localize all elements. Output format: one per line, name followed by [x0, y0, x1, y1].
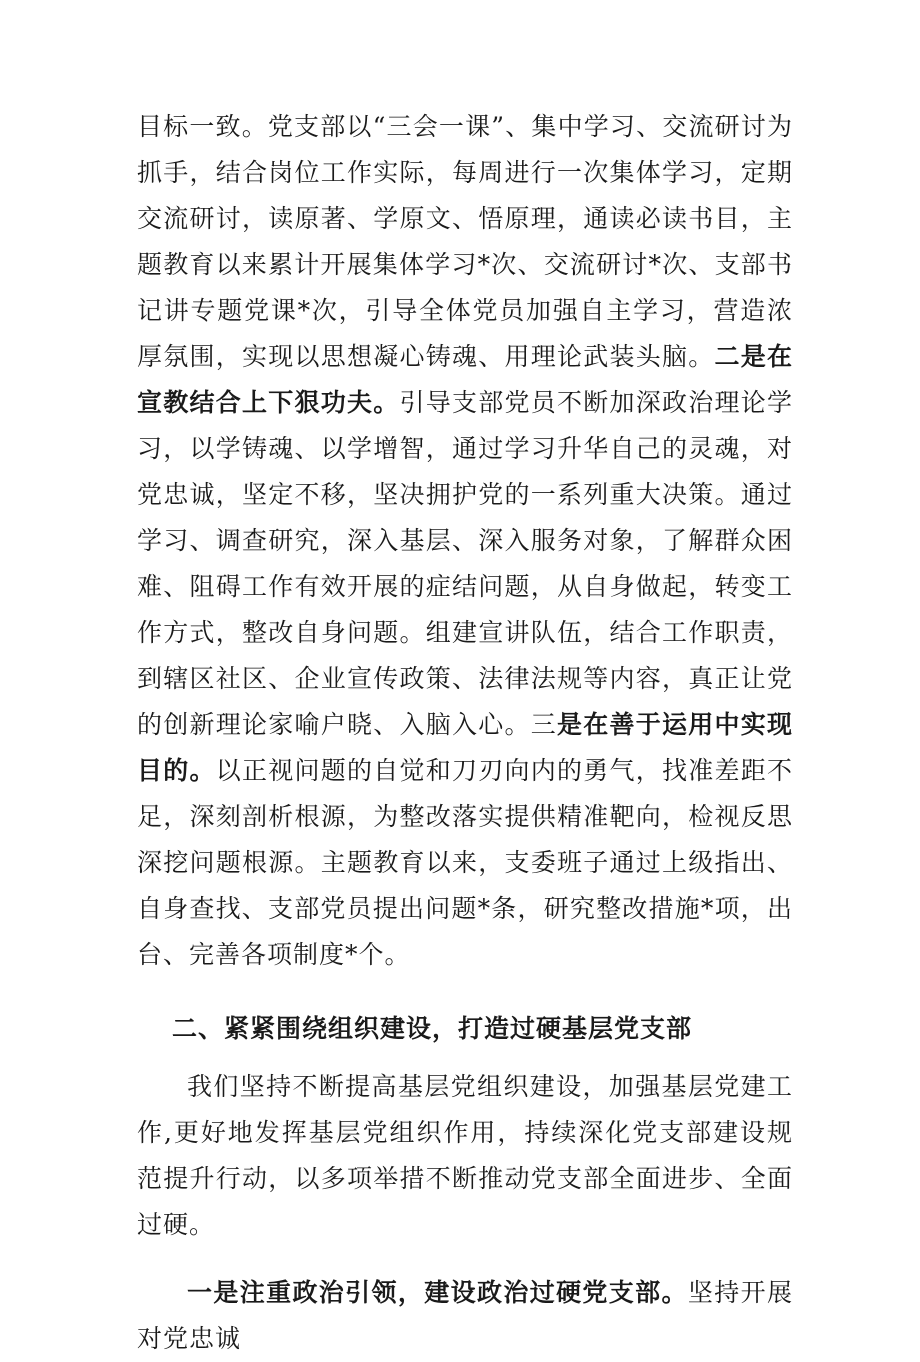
bold-lead-phrase: 一是注重政治引领，建设政治过硬党支部。: [187, 1278, 688, 1307]
paragraph-text: 引导支部党员不断加深政治理论学习，以学铸魂、以学增智，通过学习升华自己的灵魂，对党忠诚，坚定不移，坚决拥护党的一系列重大决策。通过学习、调查研究，深入基层、深入服务对象，了解群众困难、阻碍工作有效开展的症结问题，从自身做起，转变工作方式，整改自身问题。组建宣讲队伍，结合工作职责，到辖区社区、企业宣传政策、法律法规等内容，真正让党的创新理论家喻户晓、入脑入心。三: [137, 388, 793, 739]
paragraph-text: 目标一致。党支部以“三会一课”、集中学习、交流研讨为抓手，结合岗位工作实际，每周进行一次集体学习，定期交流研讨，读原著、学原文、悟原理，通读必读书目，主题教育以来累计开展集体学习*次、交流研讨*次、支部书记讲专题党课*次，引导全体党员加强自主学习，营造浓厚氛围，实现以思想凝心铸魂、用理论武装头脑。: [137, 112, 793, 371]
bold-lead-phrase: 二是在宣教结合上下狠功夫。: [137, 342, 793, 417]
paragraph-text: 坚持开展对党忠诚: [137, 1278, 793, 1353]
document-body: [137, 104, 793, 1362]
body-paragraph: 我们坚持不断提高基层党组织建设，加强基层党建工作,更好地发挥基层党组织作用，持续深化党支部建设规范提升行动，以多项举措不断推动党支部全面进步、全面过硬。: [137, 1072, 793, 1239]
bold-lead-phrase: 是在善于运用中实现目的。: [137, 710, 793, 785]
body-paragraph-continued: [137, 104, 793, 978]
section-heading: 二、紧紧围绕组织建设，打造过硬基层党支部: [172, 1014, 693, 1043]
paragraph-text: 以正视问题的自觉和刀刃向内的勇气，找准差距不足，深刻剖析根源，为整改落实提供精准靶向，检视反思深挖问题根源。主题教育以来，支委班子通过上级指出、自身查找、支部党员提出问题*条，研究整改措施*项，出台、完善各项制度*个。: [137, 756, 793, 969]
body-paragraph: [137, 1270, 793, 1362]
